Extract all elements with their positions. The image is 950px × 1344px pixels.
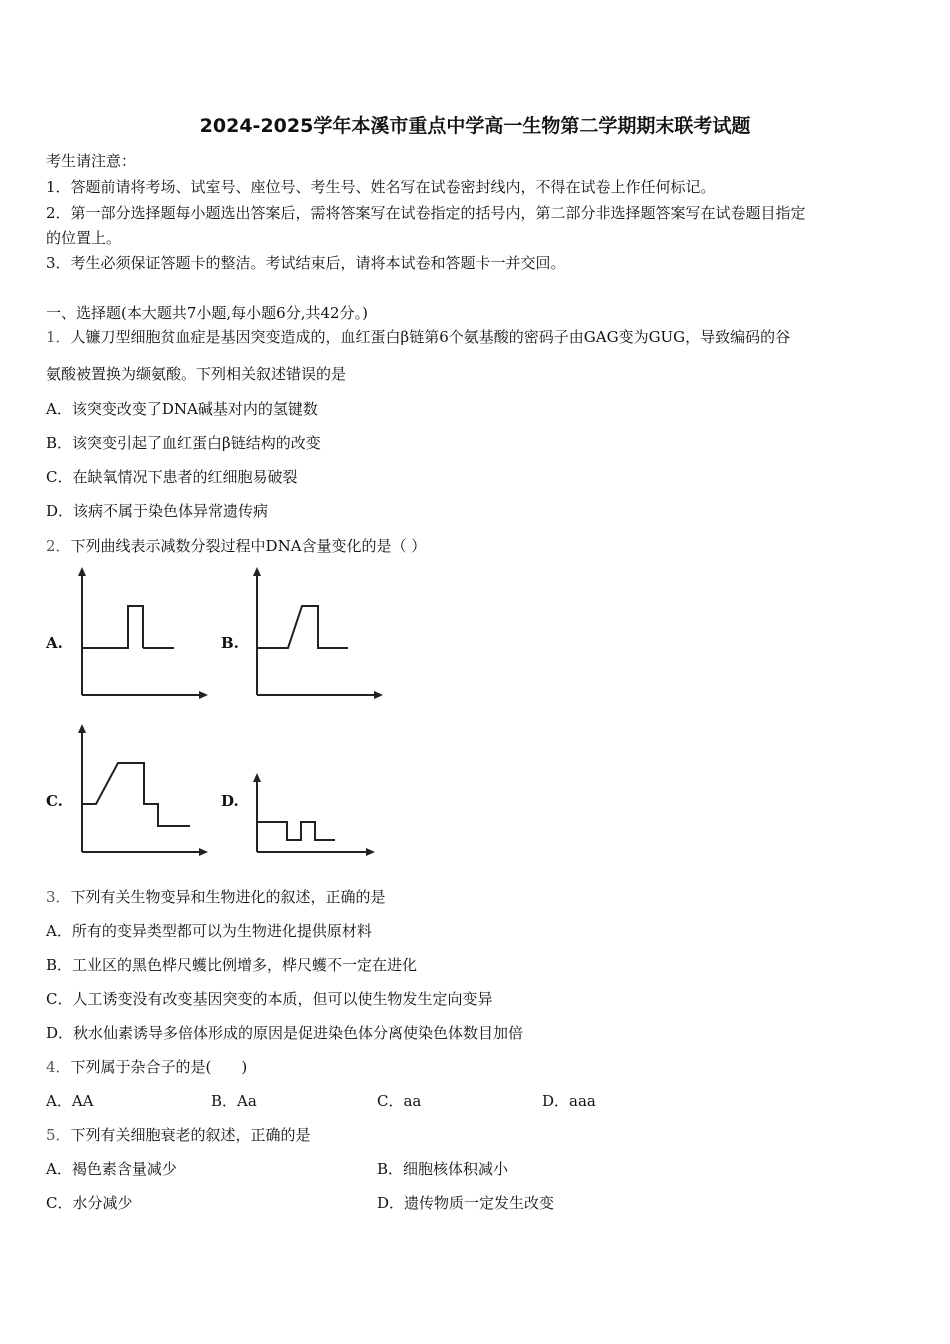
question-4-option-c[interactable]: C．aa	[377, 1092, 422, 1110]
graph-b-x-arrow	[374, 691, 383, 699]
question-5-text: 下列有关细胞衰老的叙述，正确的是	[70, 1126, 311, 1144]
question-4-option-b[interactable]: B．Aa	[211, 1092, 257, 1110]
graph-d-curve	[257, 822, 335, 840]
notice-heading: 考生请注意：	[46, 152, 137, 170]
question-1-number: 1．	[46, 328, 71, 346]
graph-a-curve	[82, 606, 143, 648]
question-3-option-c[interactable]: C．人工诱变没有改变基因突变的本质，但可以使生物发生定向变异	[46, 990, 493, 1008]
section-heading: 一、选择题(本大题共7小题,每小题6分,共42分。)	[46, 304, 368, 322]
question-5-option-d[interactable]: D．遗传物质一定发生改变	[377, 1194, 555, 1212]
graph-a-x-arrow	[199, 691, 208, 699]
graph-c-y-arrow	[78, 724, 86, 733]
question-3-option-a[interactable]: A．所有的变异类型都可以为生物进化提供原材料	[46, 922, 372, 940]
question-1-stem	[46, 327, 790, 347]
question-1-option-a[interactable]: A．该突变改变了DNA碱基对内的氢键数	[46, 400, 318, 418]
graph-b-curve	[257, 606, 348, 648]
graph-d-y-arrow	[253, 773, 261, 782]
question-4-option-a[interactable]: A．AA	[46, 1092, 94, 1110]
question-2-text: 下列曲线表示减数分裂过程中DNA含量变化的是（ ）	[70, 537, 427, 555]
question-2-stem	[46, 536, 426, 556]
question-4-stem	[46, 1057, 247, 1077]
question-5-option-c[interactable]: C．水分减少	[46, 1194, 133, 1212]
graph-c-x-arrow	[199, 848, 208, 856]
notice-item-3: 3．考生必须保证答题卡的整洁。考试结束后，请将本试卷和答题卡一并交回。	[46, 254, 566, 272]
graph-a-y-arrow	[78, 567, 86, 576]
question-3-option-d[interactable]: D．秋水仙素诱导多倍体形成的原因是促进染色体分离使染色体数目加倍	[46, 1024, 524, 1042]
graph-d-x-arrow	[366, 848, 375, 856]
question-5-option-a[interactable]: A．褐色素含量减少	[46, 1160, 177, 1178]
question-3-number: 3．	[46, 888, 71, 906]
question-2-graph-c[interactable]	[76, 724, 210, 860]
question-2-graph-a[interactable]	[76, 567, 210, 703]
question-2-option-d-label[interactable]: D.	[221, 792, 239, 810]
question-3-option-b[interactable]: B．工业区的黑色桦尺蠖比例增多，桦尺蠖不一定在进化	[46, 956, 418, 974]
notice-item-2: 2．第一部分选择题每小题选出答案后，需将答案写在试卷指定的括号内，第二部分非选择题答案写在试卷题目指定	[46, 204, 806, 222]
question-2-graph-b[interactable]	[251, 567, 385, 703]
question-5-stem	[46, 1125, 311, 1145]
question-2-option-b-label[interactable]: B.	[221, 634, 239, 652]
graph-c-curve	[82, 763, 190, 826]
question-3-stem	[46, 887, 386, 907]
exam-title: 2024-2025学年本溪市重点中学高一生物第二学期期末联考试题	[199, 115, 751, 137]
question-2-number: 2．	[46, 537, 71, 555]
graph-b-y-arrow	[253, 567, 261, 576]
notice-item-2-continued: 的位置上。	[46, 229, 122, 247]
question-4-text: 下列属于杂合子的是( )	[70, 1058, 248, 1076]
question-1-text: 人镰刀型细胞贫血症是基因突变造成的，血红蛋白β链第6个氨基酸的密码子由GAG变为GUG，导致编码的谷	[70, 328, 791, 346]
question-5-option-b[interactable]: B．细胞核体积减小	[377, 1160, 509, 1178]
question-2-option-c-label[interactable]: C.	[46, 792, 63, 810]
question-5-number: 5．	[46, 1126, 71, 1144]
notice-item-1: 1．答题前请将考场、试室号、座位号、考生号、姓名写在试卷密封线内，不得在试卷上作任何标记。	[46, 178, 716, 196]
question-4-number: 4．	[46, 1058, 71, 1076]
question-1-option-c[interactable]: C．在缺氧情况下患者的红细胞易破裂	[46, 468, 298, 486]
question-1-option-b[interactable]: B．该突变引起了血红蛋白β链结构的改变	[46, 434, 321, 452]
question-4-option-d[interactable]: D．aaa	[542, 1092, 596, 1110]
question-2-option-a-label[interactable]: A.	[46, 634, 63, 652]
question-3-text: 下列有关生物变异和生物进化的叙述，正确的是	[70, 888, 386, 906]
question-2-graph-d[interactable]	[251, 773, 379, 859]
question-1-stem-continued: 氨酸被置换为缬氨酸。下列相关叙述错误的是	[46, 365, 347, 383]
question-1-option-d[interactable]: D．该病不属于染色体异常遗传病	[46, 502, 269, 520]
